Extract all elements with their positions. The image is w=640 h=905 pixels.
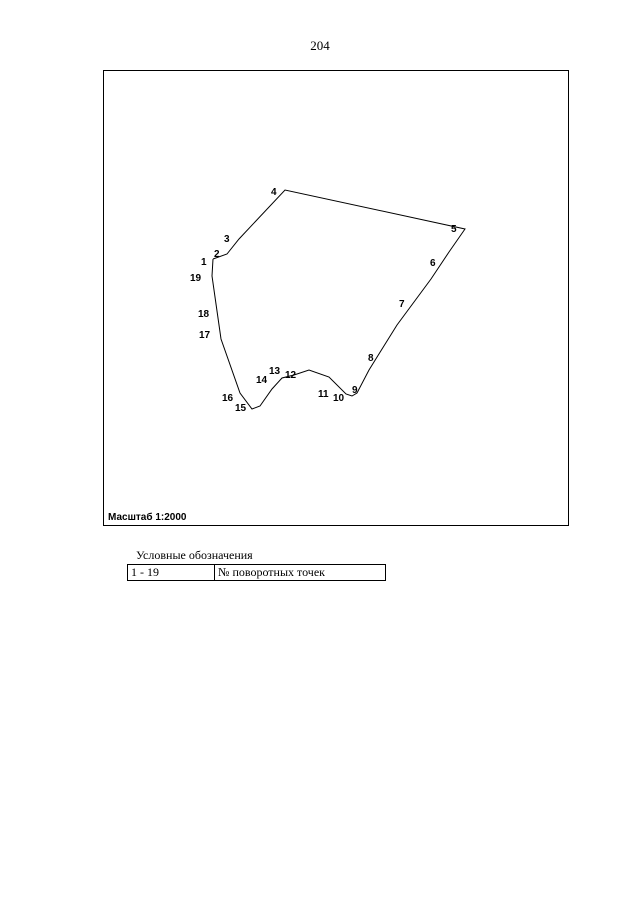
legend-row (128, 565, 386, 581)
turning-point-label: 8 (368, 353, 374, 364)
turning-point-label: 15 (235, 403, 247, 414)
turning-point-label: 7 (399, 299, 405, 310)
point-labels (190, 187, 457, 414)
legend-description: № поворотных точек (215, 565, 386, 581)
turning-point-label: 16 (222, 393, 234, 404)
turning-point-label: 18 (198, 309, 210, 320)
legend-table (127, 564, 386, 581)
scale-label: Масштаб 1:2000 (108, 512, 187, 523)
legend-title: Условные обозначения (136, 548, 253, 562)
turning-point-label: 13 (269, 366, 281, 377)
turning-point-label: 17 (199, 330, 211, 341)
turning-point-label: 4 (271, 187, 277, 198)
parcel-boundary (212, 190, 465, 409)
turning-point-label: 5 (451, 224, 457, 235)
turning-point-label: 3 (224, 234, 230, 245)
turning-point-label: 9 (352, 385, 358, 396)
page-number: 204 (310, 38, 330, 53)
turning-point-label: 6 (430, 258, 436, 269)
legend-key: 1 - 19 (128, 565, 215, 581)
turning-point-label: 11 (318, 389, 329, 400)
turning-point-label: 14 (256, 375, 268, 386)
turning-point-label: 10 (333, 393, 345, 404)
turning-point-label: 19 (190, 273, 202, 284)
turning-point-label: 2 (214, 249, 220, 260)
parcel-map (104, 71, 570, 527)
map-frame (103, 70, 569, 526)
turning-point-label: 12 (285, 370, 297, 381)
turning-point-label: 1 (201, 257, 207, 268)
